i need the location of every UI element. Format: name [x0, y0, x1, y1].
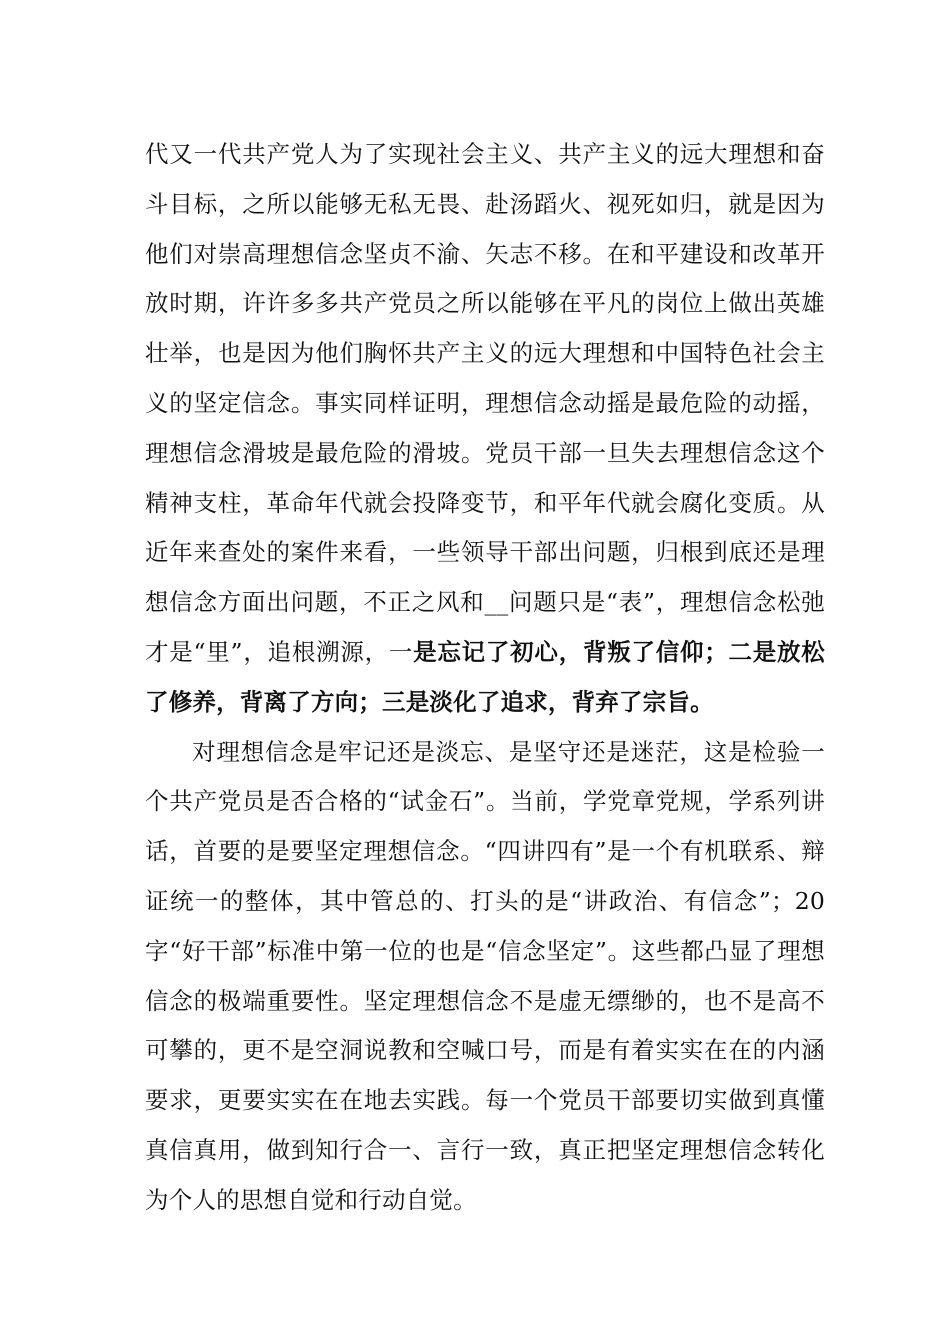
paragraph-1-bold-text: 是忘记了初心，背叛了信仰；二是放松了修养，背离了方向；三是淡化了追求，背弃了宗旨。: [145, 637, 825, 716]
paragraph-1: [145, 130, 825, 728]
paragraph-1-text: 代又一代共产党人为了实现社会主义、共产主义的远大理想和奋斗目标，之所以能够无私无畏、赴汤蹈火、视死如归，就是因为他们对崇高理想信念坚贞不渝、矢志不移。在和平建设和改革开放时期，许许多多共产党员之所以能够在平凡的岗位上做出英雄壮举，也是因为他们胸怀共产主义的远大理想和中国特色社会主义的坚定信念。事实同样证明，理想信念动摇是最危险的动摇，理想信念滑坡是最危险的滑坡。党员干部一旦失去理想信念这个精神支柱，革命年代就会投降变节，和平年代就会腐化变质。从近年来查处的案件来看，一些领导干部出问题，归根到底还是理想信念方面出问题，不正之风和__问题只是“表”，理想信念松弛才是“里”，追根溯源，一: [145, 140, 825, 666]
document-page: [145, 130, 825, 1226]
paragraph-2-text: 对理想信念是牢记还是淡忘、是坚守还是迷茫，这是检验一个共产党员是否合格的“试金石”。当前，学党章党规，学系列讲话，首要的是要坚定理想信念。“四讲四有”是一个有机联系、辩证统一的整体，其中管总的、打头的是“讲政治、有信念”；20字“好干部”标准中第一位的也是“信念坚定”。这些都凸显了理想信念的极端重要性。坚定理想信念不是虚无缥缈的，也不是高不可攀的，更不是空洞说教和空喊口号，而是有着实实在在的内涵要求，更要实实在在地去实践。每一个党员干部要切实做到真懂真信真用，做到知行合一、言行一致，真正把坚定理想信念转化为个人的思想自觉和行动自觉。: [145, 737, 825, 1214]
paragraph-2: [145, 728, 825, 1226]
